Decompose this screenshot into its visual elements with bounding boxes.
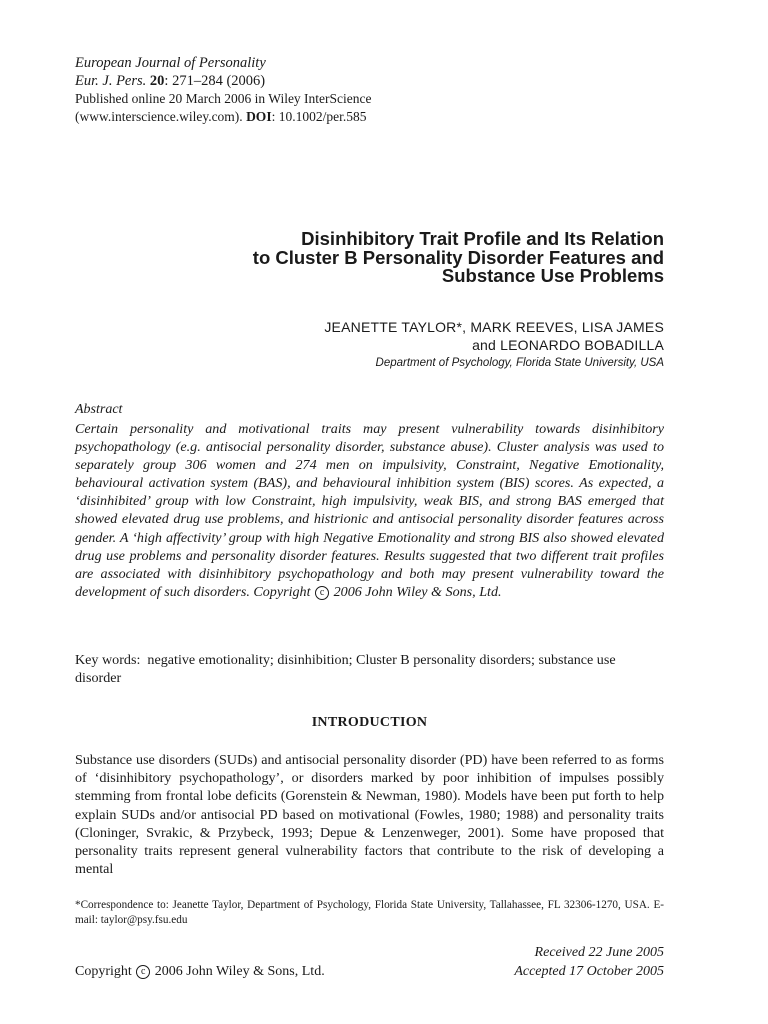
introduction-body: Substance use disorders (SUDs) and antisocial personality disorder (PD) have been referred to as forms of ‘disinhibitory psychopathology’, or disorders marked by poor inhibition of impulses possibly stemming from frontal lobe deficits (Gorenstein & Newman, 1980). Models have been put forth to help explain SUDs and/or antisocial PD based on motivational (Fowles, 1980; 1988) and personality traits (Cloninger, Svrakic, & Przybeck, 1993; Depue & Lenzenweger, 2001). Some have proposed that personality traits represent general vulnerability factors that contribute to the risk of developing a mental — [75, 752, 664, 878]
abstract-body — [75, 420, 664, 601]
title-line: to Cluster B Personality Disorder Features and — [252, 246, 664, 268]
doi-label: DOI — [246, 109, 272, 124]
author-list — [104, 318, 664, 354]
copyright-prefix: Copyright — [75, 964, 132, 979]
doi-value[interactable]: : 10.1002/per.585 — [271, 109, 367, 124]
copyright-symbol-icon: c — [136, 965, 150, 979]
citation-pages: : 271–284 (2006) — [164, 73, 266, 89]
abstract-copyright-tail: 2006 John Wiley & Sons, Ltd. — [333, 583, 502, 600]
citation-abbr: Eur. J. Pers. — [75, 73, 147, 89]
keywords-text: negative emotionality; disinhibition; Cluster B personality disorders; substance use disorder — [75, 652, 616, 686]
affiliation: Department of Psychology, Florida State University, USA — [375, 357, 664, 369]
citation-volume: 20 — [149, 73, 165, 89]
journal-name: European Journal of Personality — [75, 55, 266, 71]
keywords — [75, 651, 664, 687]
correspondence-footnote: *Correspondence to: Jeanette Taylor, Department of Psychology, Florida State University, Tallahassee, FL 32306-1270, USA. E-mail: taylor@psy.fsu.edu — [75, 899, 664, 926]
keywords-label: Key words: — [75, 652, 141, 668]
doi-line — [75, 108, 372, 126]
section-heading-introduction: INTRODUCTION — [311, 715, 428, 730]
abstract-heading: Abstract — [75, 402, 123, 417]
copyright-symbol-icon: c — [315, 586, 329, 600]
journal-url[interactable]: (www.interscience.wiley.com). — [75, 109, 243, 124]
journal-header — [75, 54, 372, 126]
article-title — [104, 230, 664, 286]
published-line: Published online 20 March 2006 in Wiley InterScience — [75, 91, 372, 106]
title-line: Substance Use Problems — [441, 265, 664, 286]
received-dates — [514, 943, 664, 981]
author-line: and LEONARDO BOBADILLA — [472, 337, 664, 353]
received-date: Received 22 June 2005 — [534, 945, 664, 960]
article-page — [75, 0, 664, 1024]
citation-line — [75, 72, 372, 90]
accepted-date: Accepted 17 October 2005 — [514, 964, 664, 979]
abstract-text: Certain personality and motivational traits may present vulnerability towards disinhibitory psychopathology (e.g. antisocial personality disorder, substance abuse). Cluster analysis was used to separately group 306 women and 274 men on impulsivity, Constraint, Negative Emotionality, behavioural activation system (BAS), and behavioural inhibition system (BIS) scores. As expected, a ‘disinhibited’ group with low Constraint, high impulsivity, weak BIS, and strong BAS emerged that showed elevated drug use problems, and histrionic and antisocial personality disorder features across gender. A ‘high affectivity’ group with high Negative Emotionality and strong BIS also showed elevated drug use problems and personality disorder features. Results suggested that two different trait profiles are associated with disinhibitory psychopathology and both may present vulnerability toward the development of such disorders. Copyright — [75, 421, 664, 600]
copyright-text: 2006 John Wiley & Sons, Ltd. — [154, 964, 325, 979]
title-line: Disinhibitory Trait Profile and Its Relation — [301, 228, 664, 249]
author-line: JEANETTE TAYLOR*, MARK REEVES, LISA JAMES — [324, 319, 664, 335]
copyright-footer — [75, 962, 325, 981]
